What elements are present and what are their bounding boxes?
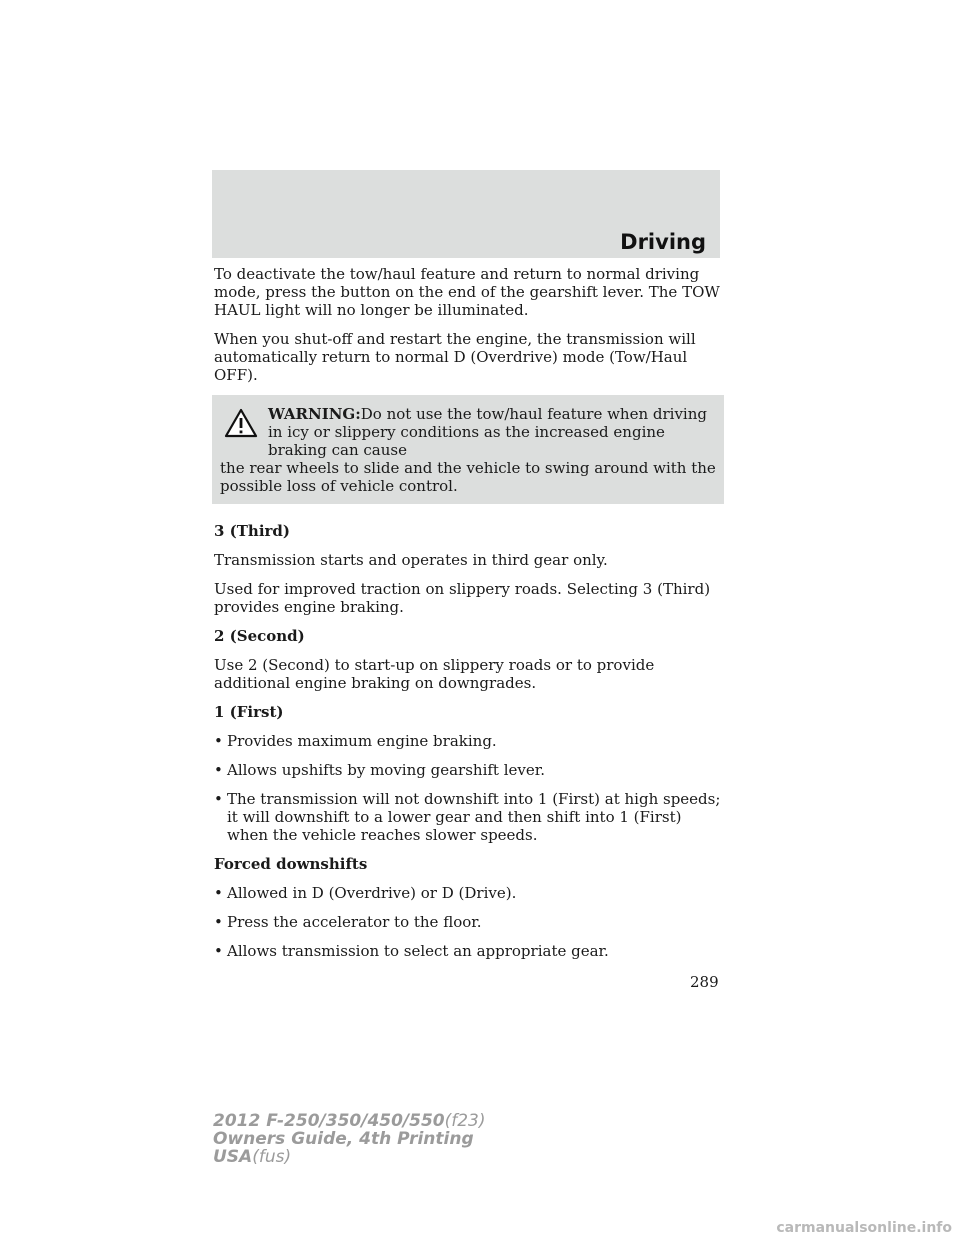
- list-item: • Allows transmission to select an appropriate gear.: [214, 942, 722, 960]
- warning-text-line2: the rear wheels to slide and the vehicle to swing around with the possible loss of vehicle control.: [220, 459, 716, 495]
- list-item: • Provides maximum engine braking.: [214, 732, 722, 750]
- first-bullet-list: [214, 732, 722, 844]
- paragraph-third-1: Transmission starts and operates in third gear only.: [214, 551, 608, 569]
- footer-line-2: Owners Guide, 4th Printing: [213, 1129, 474, 1149]
- watermark: carmanualsonline.info: [776, 1220, 952, 1236]
- footer-print-info: [213, 1112, 486, 1166]
- warning-label: WARNING:: [268, 405, 361, 423]
- list-item: • Allowed in D (Overdrive) or D (Drive).: [214, 884, 722, 902]
- footer-market: USA: [213, 1147, 253, 1167]
- warning-triangle-icon: [224, 408, 258, 438]
- footer-model: 2012 F-250/350/450/550: [213, 1111, 445, 1131]
- list-item: • Press the accelerator to the floor.: [214, 913, 722, 931]
- heading-third: 3 (Third): [214, 522, 291, 540]
- footer-model-code: (f23): [444, 1111, 486, 1131]
- list-item: • The transmission will not downshift into 1 (First) at high speeds; it will downshift to a lower gear and then shift into 1 (First) when the vehicle reaches slower speeds.: [214, 790, 722, 844]
- paragraph-restart: When you shut-off and restart the engine, the transmission will automatically return to normal D (Overdrive) mode (Tow/Haul OFF).: [214, 330, 696, 384]
- paragraph-third-2: Used for improved traction on slippery roads. Selecting 3 (Third) provides engine braking.: [214, 580, 711, 616]
- footer-market-code: (fus): [252, 1147, 292, 1167]
- forced-bullet-list: [214, 884, 722, 960]
- footer-line-3: [213, 1148, 486, 1166]
- heading-forced-downshifts: Forced downshifts: [214, 855, 368, 873]
- section-title: Driving: [620, 230, 706, 254]
- warning-text-1: Do not use the tow/haul feature when driving in icy or slippery conditions as the increased engine braking can cause: [268, 405, 707, 459]
- paragraph-second: Use 2 (Second) to start-up on slippery roads or to provide additional engine braking on downgrades.: [214, 656, 655, 692]
- section-header-band: [212, 170, 720, 258]
- heading-second: 2 (Second): [214, 627, 305, 645]
- list-item: • Allows upshifts by moving gearshift lever.: [214, 761, 722, 779]
- page-content: [214, 265, 722, 971]
- page-number: 289: [690, 973, 719, 991]
- paragraph-deactivate: To deactivate the tow/haul feature and return to normal driving mode, press the button on the end of the gearshift lever. The TOW HAUL light will no longer be illuminated.: [214, 265, 720, 319]
- footer-line-1: [213, 1112, 486, 1130]
- heading-first: 1 (First): [214, 703, 284, 721]
- warning-box: [212, 395, 724, 504]
- warning-text-line1: [220, 405, 716, 459]
